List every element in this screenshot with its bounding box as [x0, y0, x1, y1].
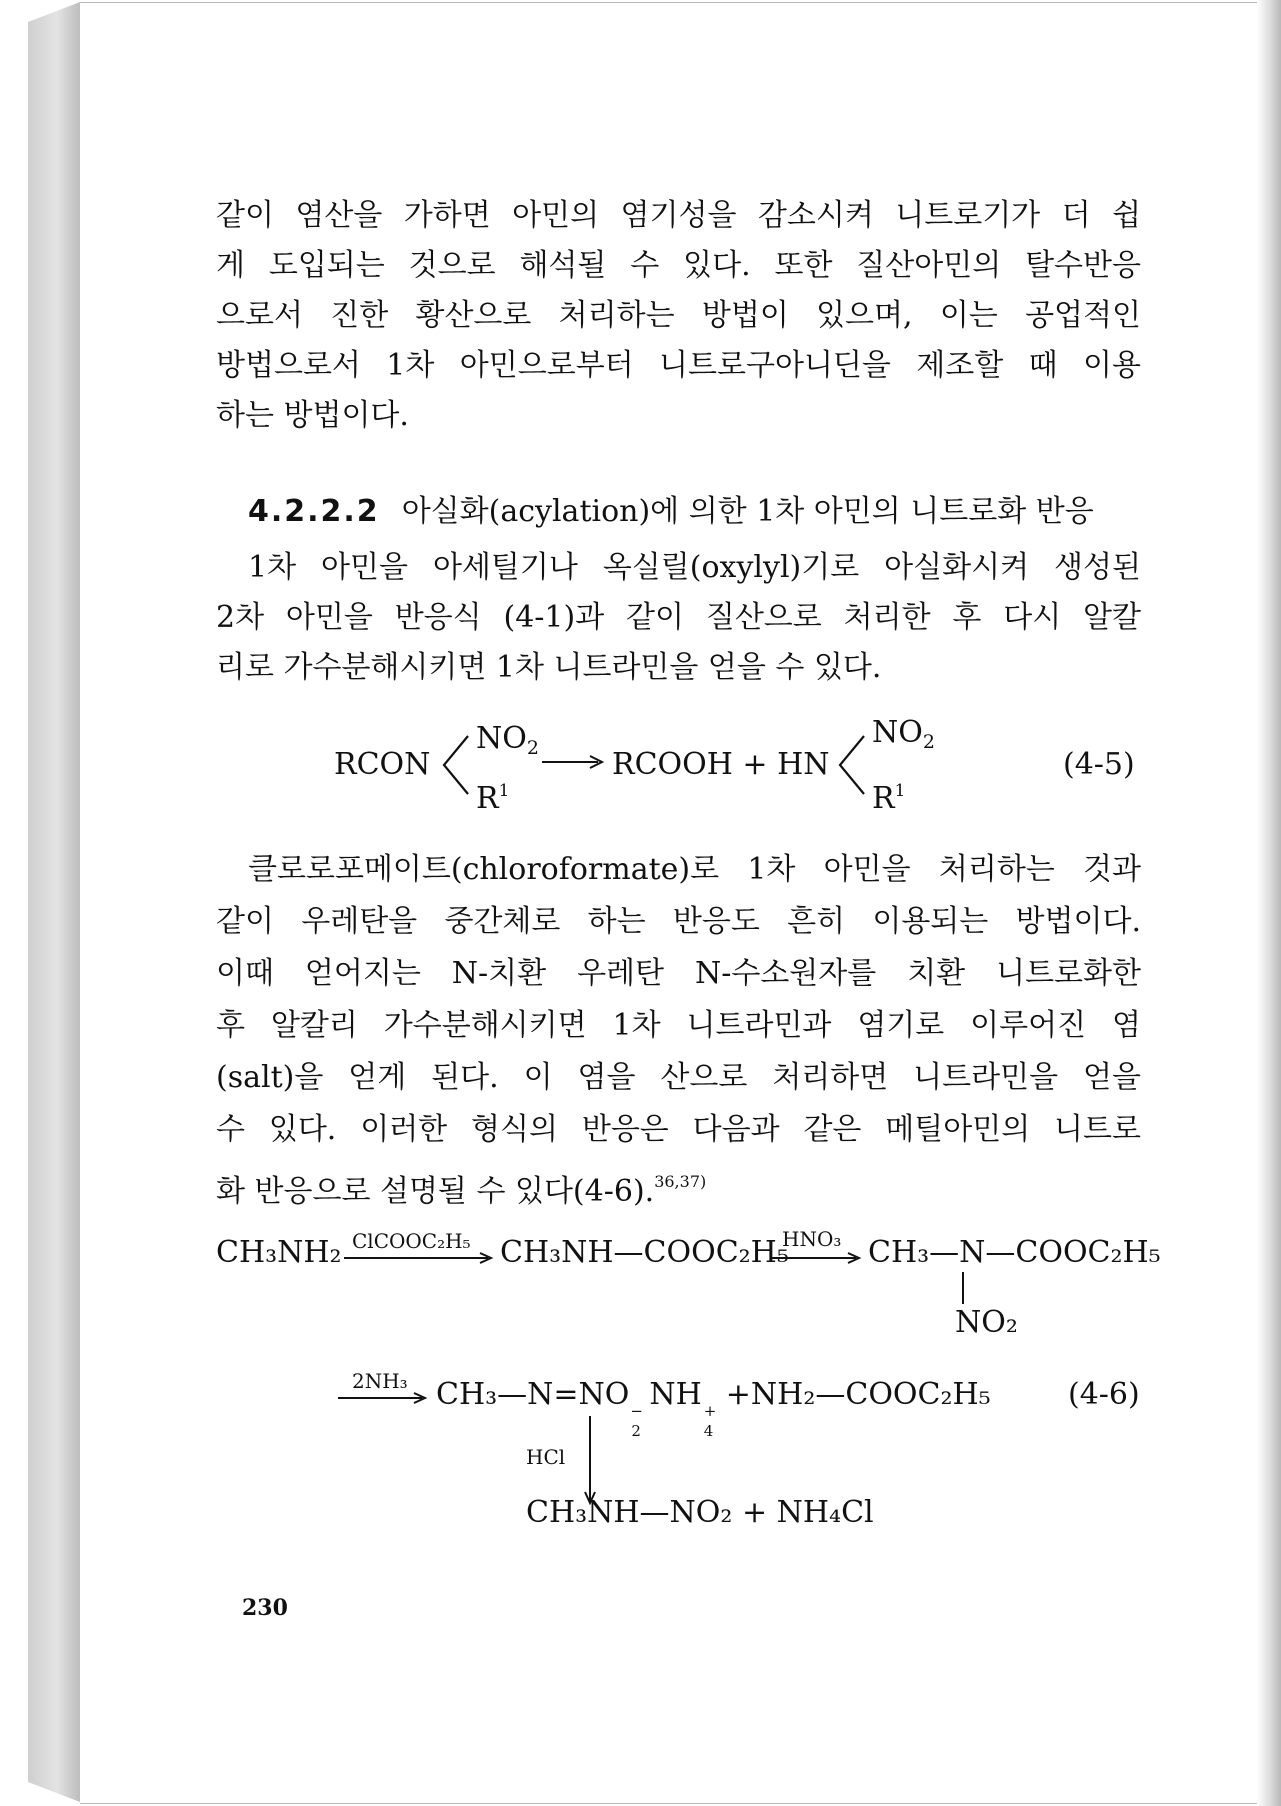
- eq45-r1-bottom: $R^1$: [476, 781, 510, 816]
- section-title: 아실화(acylation)에 의한 1차 아민의 니트로화 반응: [401, 494, 1094, 529]
- eq46-reagent1: ClCOOC₂H₅: [352, 1229, 471, 1253]
- eq46-product1-branch: NO₂: [955, 1305, 1018, 1340]
- eq46-reagent2: HNO₃: [782, 1227, 842, 1251]
- text-line: 후 알칼리 가수분해시키면 1차 니트라민과 염기로 이루어진 염: [216, 1008, 1141, 1043]
- eq45-products: RCOOH + HN: [612, 747, 830, 782]
- text-line: 게 도입되는 것으로 해석될 수 있다. 또한 질산아민의 탈수반응: [216, 248, 1141, 283]
- text-line: 1차 아민을 아세틸기나 옥실릴(oxylyl)기로 아실화시켜 생성된: [248, 550, 1141, 585]
- text-line: 하는 방법이다.: [216, 398, 409, 433]
- reaction-arrow-icon: [336, 1390, 428, 1406]
- equation-label: (4-5): [1063, 747, 1135, 782]
- page-number: 230: [242, 1595, 288, 1621]
- equation-label: (4-6): [1068, 1377, 1140, 1412]
- eq46-reagent4: HCl: [526, 1445, 566, 1469]
- reaction-arrow-icon: [540, 752, 608, 772]
- angle-bracket-icon: [440, 730, 472, 800]
- reference-superscript: 36,37): [654, 1172, 707, 1191]
- eq45-no2-top: $NO_2$: [476, 721, 539, 759]
- eq45-left: RCON: [334, 747, 431, 782]
- eq45-r1-bottom-right: $R^1$: [872, 781, 906, 816]
- text-line: 리로 가수분해시키면 1차 니트라민을 얻을 수 있다.: [216, 650, 882, 685]
- text-line: 같이 염산을 가하면 아민의 염기성을 감소시켜 니트로기가 더 쉽: [216, 198, 1141, 233]
- text-line: 이때 얻어지는 N-치환 우레탄 N-수소원자를 치환 니트로화한: [216, 956, 1141, 991]
- eq46-final: CH₃NH—NO₂ + NH₄Cl: [526, 1495, 874, 1530]
- reaction-arrow-icon: [770, 1250, 862, 1266]
- text-line: 2차 아민을 반응식 (4-1)과 같이 질산으로 처리한 후 다시 알칼: [216, 600, 1141, 635]
- eq46-product1: CH₃—N—COOC₂H₅: [868, 1235, 1161, 1270]
- section-number: 4.2.2.2: [248, 494, 380, 529]
- bond-line: [960, 1272, 966, 1306]
- text-line: 화 반응으로 설명될 수 있다(4-6).$^{36,37)}$: [216, 1172, 707, 1209]
- reaction-arrow-icon: [342, 1250, 494, 1266]
- text-line: 같이 우레탄을 중간체로 하는 반응도 흔히 이용되는 방법이다.: [216, 904, 1141, 939]
- text-line: 수 있다. 이러한 형식의 반응은 다음과 같은 메틸아민의 니트로: [216, 1112, 1141, 1147]
- eq45-no2-top-right: $NO_2$: [872, 715, 935, 753]
- eq46-reactant: CH₃NH₂: [216, 1235, 342, 1270]
- reaction-arrow-down-icon: [582, 1414, 598, 1506]
- text-line: 방법으로서 1차 아민으로부터 니트로구아니딘을 제조할 때 이용: [216, 348, 1141, 383]
- text-line: 으로서 진한 황산으로 처리하는 방법이 있으며, 이는 공업적인: [216, 298, 1141, 333]
- eq46-reagent3: 2NH₃: [352, 1369, 408, 1393]
- text-line: 클로로포메이트(chloroformate)로 1차 아민을 처리하는 것과: [248, 852, 1141, 887]
- section-heading: [248, 492, 1141, 532]
- book-spine-edge: [28, 2, 80, 1802]
- eq46-product2: CH₃—N=NO − 2 NH + 4 +NH₂—COOC₂H₅: [436, 1377, 991, 1440]
- text-line: (salt)을 얻게 된다. 이 염을 산으로 처리하면 니트라민을 얻을: [216, 1060, 1141, 1095]
- eq46-intermediate: CH₃NH—COOC₂H₅: [500, 1235, 789, 1270]
- angle-bracket-icon: [836, 730, 868, 800]
- page-shadow: [1257, 0, 1281, 1806]
